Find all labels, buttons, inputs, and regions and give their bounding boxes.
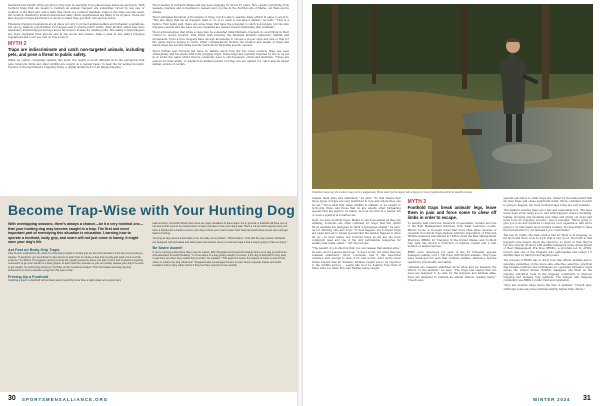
paragraph: "Very few modern traps injure the feet of animals," Creech says, "although some may have minimal slightly higher than others.": [503, 284, 593, 291]
left-column-1: [8, 4, 145, 71]
issue-date: WINTER 2024: [533, 396, 571, 402]
right-column-3: [503, 197, 592, 293]
paragraph: "The benefit of a foothold is that you can release that animal alive," he says. As for seasons and dogs: "A dog's worst, but when they are released unharmed," Wood concludes. And if this anecdotal evidence isn't enough to sign of its own words, don't worry, most states require that all domestic animals caught are to be reported to the wildlife service ... seems like we'd be hearing from them if there were too many Fido and Fluffies being caught.: [312, 247, 401, 271]
paragraph: While we cannot completely debunk this myth, the reality is much different from the perception that pets, livestock, birds and other wildlife are caught on a regular basis. To hear the fur animal biologist, founder of the Sportsmen's Trapping Today, a digital middle hub for all things trapping.: [8, 59, 145, 69]
myth-3-title: Foothold traps break animals' legs, leave them in pain and force some to chew off limbs in order to escape.: [407, 205, 497, 220]
paragraph: release them alive and unharmed," he adds. "So that means that those types of traps are very restricted in how and where they can be set." Wood adds that when wildlife is unlikely to be caught in body-grip traps, and those that do are usually other furbearing species that are legal to be taken, such as an otter in a beaver set or even a squirrel in a marten set.: [312, 197, 401, 217]
right-footer: [303, 395, 600, 405]
left-column-2: [153, 4, 290, 71]
left-page: [0, 0, 297, 406]
right-column-2: [408, 197, 497, 293]
paragraph: "Animals are released unharmed more often and we measure the effects on the animals," he says. "The traps and snares that are used are designed to be safe for the trappers and animals alike. They are designed to restrain an animal without causing injury," Creech says.: [407, 265, 497, 283]
paragraph: This balance ensures traps are a fair and reasonable tool, "We have never been stuck using a tool, and with trappers, there's modeling, testing, studying and modeling new traps and giving out more and more tools for trapping success," says a biologist. "We're going to give you tools and solutions to improve your experience, and we're going to do that based upon modern welfare. It's important to have the best interest for our animals to be comfortable.": [503, 208, 593, 232]
myth-3-label: MYTH 3: [407, 199, 427, 205]
myth-2-label: MYTH 2: [8, 41, 27, 48]
right-column-1: [312, 197, 401, 293]
sidebar-heading-snare: Be Snare Aware!: [152, 246, 183, 251]
paragraph: Wood acknowledges that while a cage may be somewhat indiscriminate, trappers do everything in their control to reduce bycatch. This starts with knowing the intended animal's behaviors, habitat and movements. Even novice trappers have enough knowledge to choose a proper style and size of trap for the game they're hoping to catch. Other considerations include the location and height of traps and where traps are set and using specific methods for targeting specific species.: [152, 31, 289, 48]
page-number: 30: [8, 395, 16, 402]
photo-caption: Cheshire's fierce tug: the modern snare set in a dogged way. Photo taken by the trapper with a dog out of cover if applicable and for its specific purpose.: [312, 191, 473, 194]
paragraph: If you're running a dog where there may be snares, Rick Sheppard recommends knowing where your dog is at all times and advocates for leash breaking. "In most cases of a dog getting caught in a snare, if the dog is held still it's very easy to get them out when they realize they're stuck," he explains. "This gives the hunter the chance to come in and cut the snare or release the dog unharmed." Sheppard also encourages hunters to learn how to operate snares and cable restraints and to carry cable cutters if they feel they need to cut one quickly.: [152, 250, 287, 268]
sidebar-heading-foothold: Freeing Up a Foothold: [8, 274, 49, 279]
paragraph: To develop best practices, hundreds of specialists, founder and one of the Best Management Practices from Saint Lawrence county, Illinois Coons, a biologist noted that more than three decades of research in foothold traps designs with the Association of Fish and Wildlife Agencies was started in 1996 to draft the Best Management Practices (BMPs) for Trapping in the United States, and foothold trap data has shown a reduction of injuries overall and a vast number of animal species.: [407, 222, 497, 249]
right-page: [303, 0, 600, 406]
paragraph: Wood estimates hundreds of thousands of traps, but it's safe to assume many efforts in place to avoid it. "The last thing that we as trappers want to do is to catch a non-target animal," he adds. "That is a failure. That being said, there are some traps that have the potential to catch non-targets, but the way trappers operate and the ways we are regulated are geared toward minimizing that potential.": [152, 15, 289, 29]
sidebar-columns: [8, 222, 289, 284]
forest-stream-illustration: [312, 4, 593, 189]
sidebar-lead: With overlapping seasons, there's always a chance—be it a very minimal one—that your hunting dog may become caught in a trap. The first and most important part of remedying this situation is education. Learning how to operate a foothold, body grip, and snare will not just come in handy, it might save your dog's life.: [8, 222, 144, 244]
sidebar-column-2: [153, 222, 290, 284]
paragraph: Clay Creech emphasizes the odds of a dog being caught in a body grip are low, but education is the key to preventing a tragedy. "It would be very beneficial for dog owners to learn how to release a dog from a body grip where time is of the essence," he affirms. He suggests getting to know the trapping seasons where you plan to hunt and to attend a trapping convention to get your hands on a body gripper to learn how they operate so you can quickly release your dog if he were to get caught. He points dog owners to YouTube on the mentioned subject. Their first videos and step-by-step instructions on how to release a dog from this type of trap.: [8, 252, 144, 273]
paragraph: The purpose of BMPs was to study how trap effects animals and to generate guidelines on the more safe, effective, selective, practical and humane methods and techniques for operating furbearer traps across the United States. Wildlife managers use them as the ongoing education tools in the trapping community to improve trapping and humane trap methods. The trapper and trapping community use BMPs to build trust and reputation.: [503, 259, 593, 283]
paragraph: Wood resides in northern Maine and has been trapping for about 25 years. He's caught everything from weasels, martens and wolverines to beavers and coyotes in the Northwoods of Maine, out West and in Alaska.: [152, 4, 289, 14]
paragraph: Extensive trapping regulations are in place not only to protect animal welfare and furbearer populations, but also to balance opportunities for trappers and to ensure public safety. After all that, states may have mandatory annual trapper surveys and a fur buyer's license for dealing pelts. The reality is that trappers are more regulated than anyone else in the woods and waters. Take a peek at any state's trapping regulations and you'll see rule on rule a few of.: [8, 22, 145, 39]
paragraph: The law by rights, the best science has for them is in trapping, so far more and more tools do a job that is very good. The truth is that trappers care deeply about the resource, so much so that they've become directly involved with wildlife managers in the development of Best Management Practices (BMPs), a program led by AFWA. Creech was one of the trappers who participated and tested 1.5 wildlife traps by hand in the trapping tests.: [503, 234, 593, 258]
right-article-columns: [312, 197, 592, 293]
paragraph: BMPs were developed for each of the 23 furbearer species managed, testing over 1,700 traps with 60,000 animals. Trap types were developed for each that optimize welfare, efficiency, species specificity, practicality, and safety.: [407, 250, 497, 264]
paragraph: Catching a paw in a foothold will not likely lead to anything more than a slight delay and a good story: [8, 279, 122, 283]
website-url: SPORTSMENSALLIANCE.ORG: [22, 396, 109, 402]
left-footer: [0, 395, 297, 405]
left-article-columns: [8, 4, 289, 71]
paragraph: Next, we have foothold traps. Meant to catch an animal as they are walking, footholds are often confused for traps that kill, which Wood explains are designed to catch a non-target animal," he says. As for catching cats and dogs: "It does happen, but foothold traps are sized and set to target species that the animal trapped is often let go... In most states, the foothold traps by far are the most commonly used and one of the only permissible categories for setting near trails, water..." Mr. Wood notes.: [312, 218, 401, 246]
sidebar-column-1: [8, 222, 145, 284]
paragraph: "As long as dog owners know what to do, it's really not a problem," Wood shares. "And with the way modern footholds are designed with laminated and offset jaws and swivels, there's a minimal chance that a dog is going to have an injury.": [152, 237, 288, 244]
paragraph: back at camp. Jeremiah Wood notes there are many variations to these traps, but in general, a foothold will have one or two levers that need to be pushed down to open the jaws to free your dog's paw. There's not as much urgency here, but have a buddy land a hand to secure your dog or throw your coat to cover their head and push those levers open and get back to hunting.: [152, 222, 288, 236]
paragraph: mentioned his height off the ground so they may be required to be placed deep inside an enclosure. With foothold traps that are meant to restrain an animal, trappers are sometimes forced by law size or location or dry land sets, and a daily trap check is a common mandate. Cage or live traps are also used, but location, mandatory animal removal and daily check requirements are likely to be in place. There are also dog-proof traps and there's so much so many they get their own section below.: [8, 4, 145, 21]
trapper-photo: [312, 4, 593, 189]
paragraph: Wood further says through the issue by talking about how the two most common traps are used strategically and his states with body-gripping traps. These traps are typically required by law to be set in or under the water where they're commonly used to catch beavers, otters and muskrats. "Those are geared for their ability to dispatch an animal quickly, but they are not geared for, catch anyone target animal outside of certain.: [152, 49, 289, 66]
page-number: 31: [583, 395, 591, 402]
myth-2-title: Traps are indiscriminate and catch non-targeted animals, including pets, and pose a threat to public safety.: [8, 47, 145, 58]
sidebar-heading-body-grip: Act Fast on Body-Grip Traps: [8, 247, 60, 252]
paragraph: general ignorance to what traps are, fueled by the false belief that all steel traps will cause significant harm. We're confident bycatch is going to happen, but most foothold traps today are very humane.: [503, 197, 593, 207]
sidebar-title: Become Trap-Wise with Your Hunting Dog: [8, 202, 295, 218]
trap-wise-sidebar: [0, 196, 297, 392]
